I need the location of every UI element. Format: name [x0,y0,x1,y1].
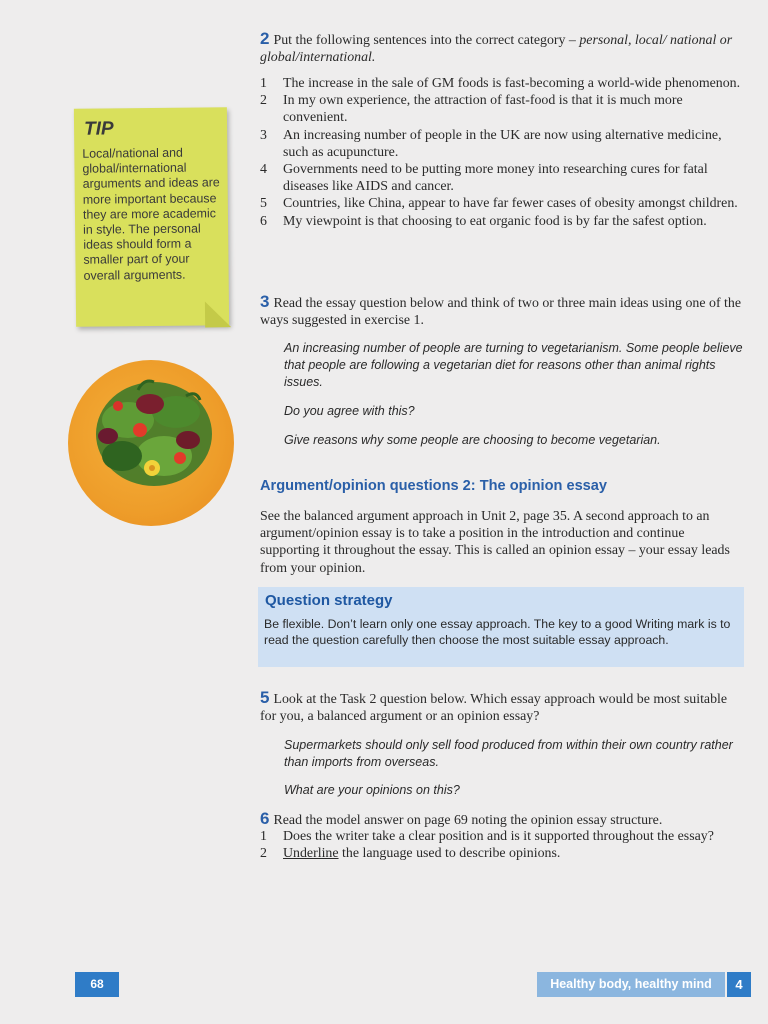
list-item [260,161,744,195]
question-strategy-box [258,587,744,667]
list-item [260,845,744,862]
exercise-6-instruction: Read the model answer on page 69 noting the opinion essay structure. [273,813,663,828]
page-number: 68 [75,972,119,997]
exercise-2-list [260,75,744,230]
exercise-5-prompt: What are your opinions on this? [284,783,460,797]
exercise-3-prompt-1: Do you agree with this? [284,404,415,418]
item-number: 2 [260,846,267,862]
item-text: Countries, like China, appear to have far fewer cases of obesity amongst children. [283,196,738,212]
item-text: An increasing number of people in the UK are now using alternative medicine, such as acupuncture. [283,127,722,160]
item-text: Does the writer take a clear position and is it supported throughout the essay? [283,829,714,844]
item-number: 1 [260,829,267,844]
salad-leaves-icon [68,360,234,526]
item-number: 5 [260,196,267,212]
exercise-3-instruction: Read the essay question below and think of two or three main ideas using one of the ways suggested in exercise 1. [260,296,742,329]
page-curl-icon [205,301,231,327]
item-number: 6 [260,213,267,229]
section-body: See the balanced argument approach in Unit 2, page 35. A second approach to an argument/opinion essay is to take a position in the introduction and continue supporting it throughout the essay. This is called an opinion essay – your essay leads from your opinion. [260,509,730,576]
exercise-3-intro [260,293,744,329]
exercise-3-number: 3 [260,292,270,311]
exercise-5-intro [260,689,744,725]
strategy-title: Question strategy [265,592,393,609]
exercise-2-number: 2 [260,29,270,48]
item-text: The increase in the sale of GM foods is fast-becoming a world-wide phenomenon. [283,76,741,91]
item-text: the language used to describe opinions. [338,846,561,862]
exercise-2-instruction: Put the following sentences into the correct category – [273,33,580,48]
list-item [260,195,744,212]
item-number: 2 [260,93,267,109]
exercise-6-number: 6 [260,809,270,828]
exercise-5-number: 5 [260,688,270,707]
exercise-3-question: An increasing number of people are turning to vegetarianism. Some people believe that people are following a vegetarian diet for reasons other than animal rights issues. [284,341,743,389]
exercise-3-prompt-2: Give reasons why some people are choosing to become vegetarian. [284,433,661,447]
underlined-word: Underline [283,846,339,862]
exercise-6-intro [260,810,744,829]
list-item [260,75,744,92]
strategy-body: Be flexible. Don’t learn only one essay approach. The key to a good Writing mark is to read the question carefully then choose the most suitable essay approach. [264,617,731,647]
item-number: 4 [260,162,267,178]
tip-note [74,107,229,327]
unit-title: Healthy body, healthy mind [537,972,725,997]
section-heading: Argument/opinion questions 2: The opinion essay [260,478,608,494]
unit-number: 4 [727,972,751,997]
tip-body: Local/national and global/international arguments and ideas are more important because they are more academic in style. The personal ideas should form a smaller part of your overall arguments. [82,145,220,283]
tip-title: TIP [83,118,114,140]
item-number: 1 [260,76,267,91]
list-item [260,127,744,161]
item-text: In my own experience, the attraction of fast-food is that it is much more convenient. [283,93,683,126]
list-item [260,213,744,230]
exercise-6-list [260,828,744,862]
exercise-5-question: Supermarkets should only sell food produced from within their own country rather than imports from overseas. [284,738,733,769]
item-text: Governments need to be putting more money into researching cures for fatal diseases like AIDS and cancer. [283,162,708,195]
list-item [260,92,744,126]
exercise-5-instruction: Look at the Task 2 question below. Which essay approach would be most suitable for you, a balanced argument or an opinion essay? [260,692,728,725]
exercise-2-categories: personal, local/ national or global/international. [260,33,733,66]
item-number: 3 [260,127,267,143]
item-text: My viewpoint is that choosing to eat organic food is by far the safest option. [283,213,707,229]
list-item [260,828,744,845]
exercise-2-intro [260,30,744,66]
salad-plate-image [68,360,234,526]
